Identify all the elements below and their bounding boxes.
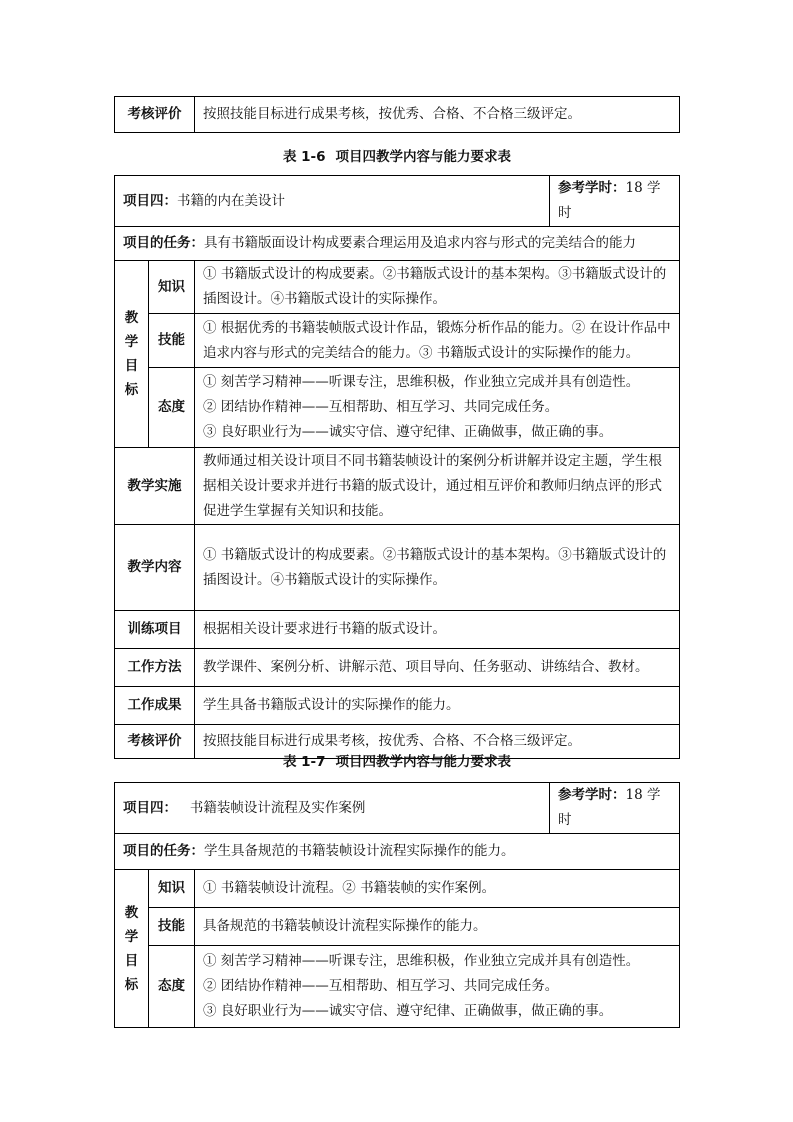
table-1-7	[114, 782, 680, 1028]
caption-title: 项目四教学内容与能力要求表	[335, 754, 512, 770]
knowledge-text: ① 书籍装帧设计流程。② 书籍装帧的实作案例。	[195, 870, 680, 908]
hours-cell	[550, 783, 680, 834]
eval-text: 按照技能目标进行成果考核，按优秀、合格、不合格三级评定。	[195, 725, 680, 759]
table-7-caption	[114, 752, 680, 772]
attitude-label: 态度	[149, 946, 195, 1028]
caption-title: 项目四教学内容与能力要求表	[335, 149, 512, 165]
project-cell	[115, 176, 550, 227]
hours-label: 参考学时：	[558, 180, 626, 196]
caption-number: 表 1-7	[282, 754, 326, 770]
method-text: 教学课件、案例分析、讲解示范、项目导向、任务驱动、讲练结合、教材。	[195, 649, 680, 687]
table-6-caption	[114, 147, 680, 167]
task-cell	[115, 227, 680, 261]
knowledge-label: 知识	[149, 870, 195, 908]
training-text: 根据相关设计要求进行书籍的版式设计。	[195, 611, 680, 649]
result-text: 学生具备书籍版式设计的实际操作的能力。	[195, 687, 680, 725]
project-name: 书籍的内在美设计	[177, 192, 285, 209]
attitude-line: ① 刻苦学习精神——听课专注，思维积极，作业独立完成并具有创造性。	[203, 953, 640, 969]
content-text: ① 书籍版式设计的构成要素。②书籍版式设计的基本架构。③书籍版式设计的插图设计。④书籍版式设计的实际操作。	[195, 525, 680, 611]
attitude-line: ② 团结协作精神——互相帮助、相互学习、共同完成任务。	[203, 978, 559, 994]
goal-label: 教 学 目 标	[115, 870, 149, 1028]
hours-value: 18 学时	[558, 787, 661, 828]
skill-text: ① 根据优秀的书籍装帧版式设计作品，锻炼分析作品的能力。② 在设计作品中追求内容与形式的完美结合的能力。③ 书籍版式设计的实际操作的能力。	[195, 314, 680, 368]
task-cell	[115, 834, 680, 870]
knowledge-label: 知识	[149, 261, 195, 314]
attitude-line: ③ 良好职业行为——诚实守信、遵守纪律、正确做事，做正确的事。	[203, 424, 613, 440]
training-label: 训练项目	[115, 611, 195, 649]
project-label: 项目四：	[123, 192, 177, 209]
caption-number: 表 1-6	[282, 149, 326, 165]
project-name: 书籍装帧设计流程及实作案例	[189, 799, 366, 816]
task-label: 项目的任务：	[123, 843, 204, 859]
attitude-label: 态度	[149, 368, 195, 448]
task-text: 具有书籍版面设计构成要素合理运用及追求内容与形式的完美结合的能力	[204, 235, 636, 251]
hours-label: 参考学时：	[558, 787, 626, 803]
skill-label: 技能	[149, 908, 195, 946]
attitude-text	[195, 368, 680, 448]
attitude-line: ② 团结协作精神——互相帮助、相互学习、共同完成任务。	[203, 399, 559, 415]
hours-cell	[550, 176, 680, 227]
top-eval-table	[114, 96, 680, 133]
impl-text: 教师通过相关设计项目不同书籍装帧设计的案例分析讲解并设定主题，学生根据相关设计要求并进行书籍的版式设计，通过相互评价和教师归纳点评的形式促进学生掌握有关知识和技能。	[195, 448, 680, 525]
result-label: 工作成果	[115, 687, 195, 725]
goal-label: 教 学 目 标	[115, 261, 149, 448]
content-label: 教学内容	[115, 525, 195, 611]
task-label: 项目的任务：	[123, 235, 204, 251]
hours-value: 18 学时	[558, 180, 661, 221]
knowledge-text: ① 书籍版式设计的构成要素。②书籍版式设计的基本架构。③书籍版式设计的插图设计。④书籍版式设计的实际操作。	[195, 261, 680, 314]
task-text: 学生具备规范的书籍装帧设计流程实际操作的能力。	[204, 843, 515, 859]
eval-label: 考核评价	[115, 725, 195, 759]
skill-label: 技能	[149, 314, 195, 368]
eval-label: 考核评价	[115, 97, 195, 133]
project-cell	[115, 783, 550, 834]
eval-text: 按照技能目标进行成果考核，按优秀、合格、不合格三级评定。	[195, 97, 680, 133]
attitude-line: ① 刻苦学习精神——听课专注，思维积极，作业独立完成并具有创造性。	[203, 374, 640, 390]
project-label: 项目四：	[123, 799, 177, 816]
impl-label: 教学实施	[115, 448, 195, 525]
method-label: 工作方法	[115, 649, 195, 687]
table-1-6	[114, 175, 680, 759]
attitude-line: ③ 良好职业行为——诚实守信、遵守纪律、正确做事，做正确的事。	[203, 1003, 613, 1019]
attitude-text	[195, 946, 680, 1028]
skill-text: 具备规范的书籍装帧设计流程实际操作的能力。	[195, 908, 680, 946]
